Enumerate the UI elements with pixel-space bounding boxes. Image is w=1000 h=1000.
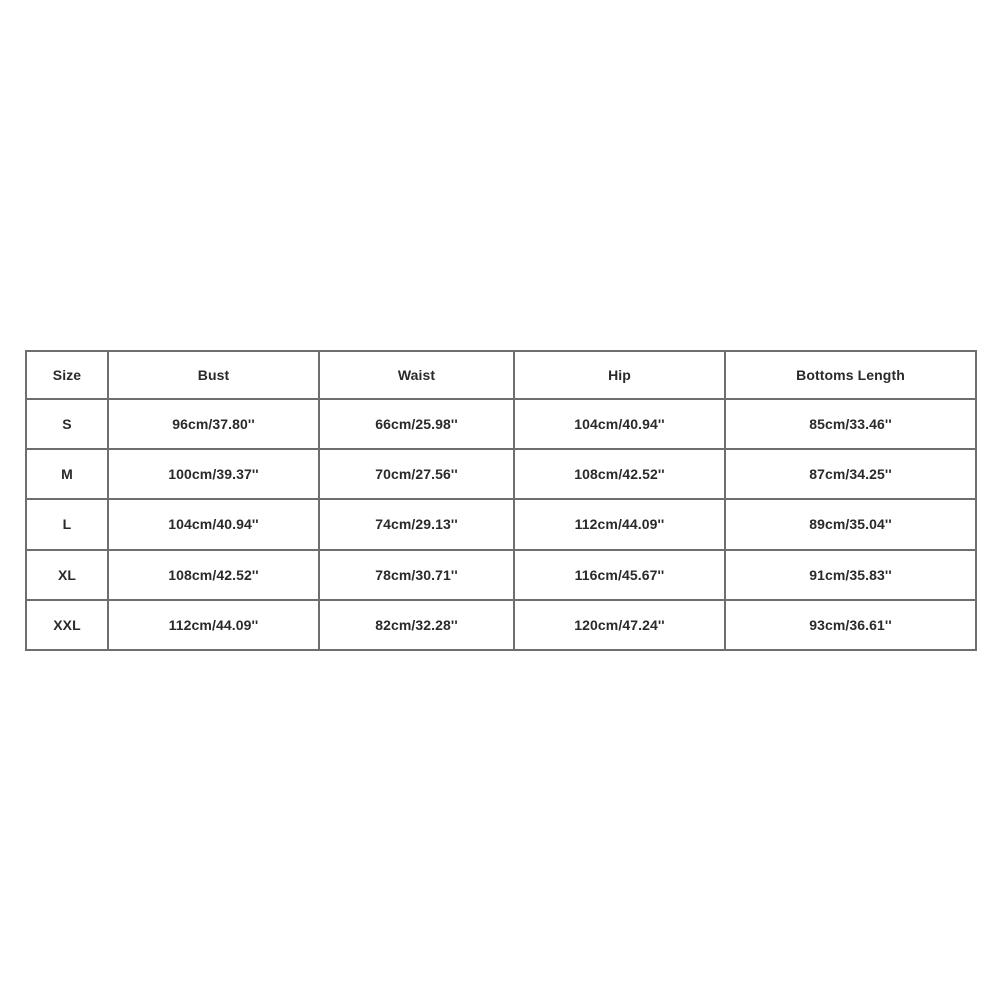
cell-size: XXL <box>26 600 108 650</box>
cell-waist: 82cm/32.28'' <box>319 600 514 650</box>
table-row <box>26 499 976 549</box>
cell-bottoms-length: 91cm/35.83'' <box>725 550 976 600</box>
cell-hip: 104cm/40.94'' <box>514 399 725 449</box>
header-waist: Waist <box>319 351 514 399</box>
cell-bust: 100cm/39.37'' <box>108 449 319 499</box>
cell-bottoms-length: 85cm/33.46'' <box>725 399 976 449</box>
cell-size: L <box>26 499 108 549</box>
cell-bottoms-length: 89cm/35.04'' <box>725 499 976 549</box>
cell-waist: 70cm/27.56'' <box>319 449 514 499</box>
cell-waist: 78cm/30.71'' <box>319 550 514 600</box>
header-size: Size <box>26 351 108 399</box>
cell-waist: 66cm/25.98'' <box>319 399 514 449</box>
header-bottoms-length: Bottoms Length <box>725 351 976 399</box>
table-row <box>26 550 976 600</box>
header-bust: Bust <box>108 351 319 399</box>
cell-hip: 108cm/42.52'' <box>514 449 725 499</box>
cell-bust: 112cm/44.09'' <box>108 600 319 650</box>
cell-size: XL <box>26 550 108 600</box>
cell-hip: 120cm/47.24'' <box>514 600 725 650</box>
size-chart-table <box>25 350 977 651</box>
cell-bust: 96cm/37.80'' <box>108 399 319 449</box>
cell-size: M <box>26 449 108 499</box>
cell-bottoms-length: 87cm/34.25'' <box>725 449 976 499</box>
cell-bust: 104cm/40.94'' <box>108 499 319 549</box>
header-hip: Hip <box>514 351 725 399</box>
cell-bottoms-length: 93cm/36.61'' <box>725 600 976 650</box>
table-header-row <box>26 351 976 399</box>
table-row <box>26 449 976 499</box>
cell-size: S <box>26 399 108 449</box>
table-row <box>26 399 976 449</box>
cell-hip: 112cm/44.09'' <box>514 499 725 549</box>
cell-waist: 74cm/29.13'' <box>319 499 514 549</box>
cell-bust: 108cm/42.52'' <box>108 550 319 600</box>
table-row <box>26 600 976 650</box>
cell-hip: 116cm/45.67'' <box>514 550 725 600</box>
